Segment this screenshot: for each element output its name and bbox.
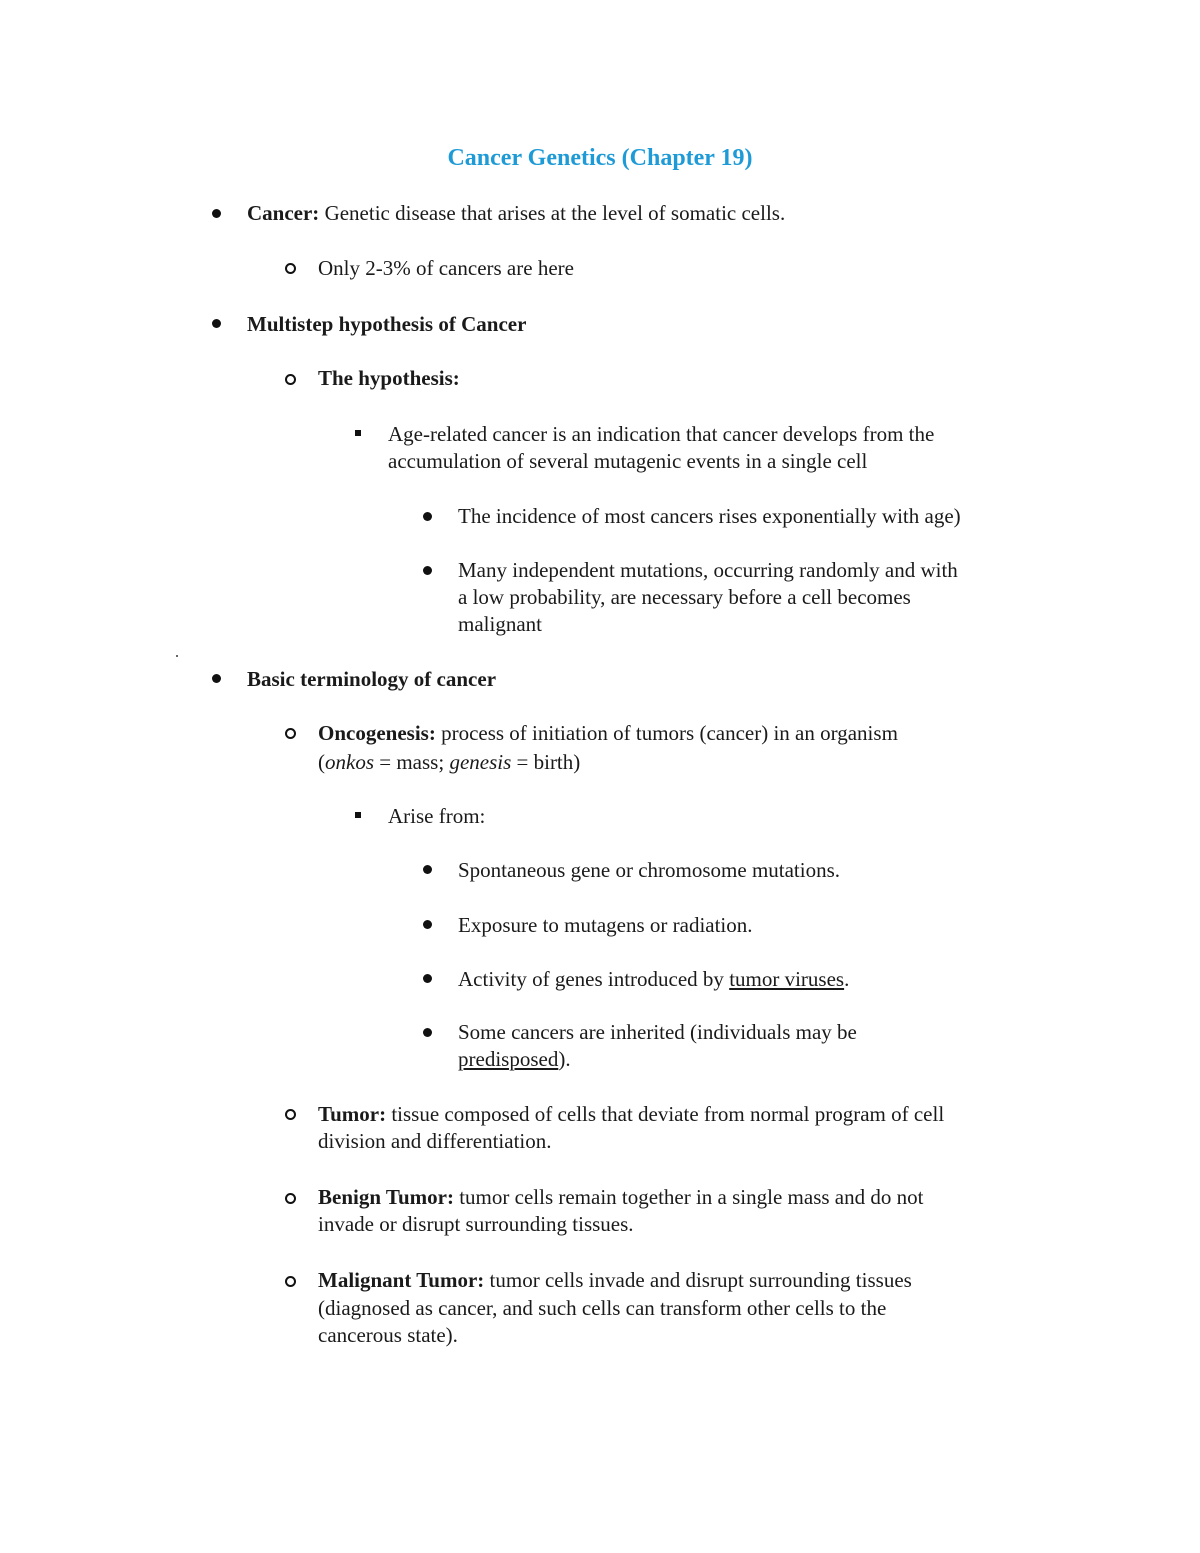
cause-2: Exposure to mutagens or radiation. <box>458 913 753 937</box>
term-tumor: Tumor: <box>318 1102 387 1126</box>
benign-def-line1: Benign Tumor: tumor cells remain together in a single mass and do not <box>318 1185 924 1209</box>
bullet-disc <box>423 512 432 521</box>
term-malignant-tumor: Malignant Tumor: <box>318 1268 485 1292</box>
bullet-disc <box>423 566 432 575</box>
bullet-square <box>355 812 361 818</box>
benign-def-line2: invade or disrupt surrounding tissues. <box>318 1212 634 1236</box>
arise-from-label: Arise from: <box>388 804 486 828</box>
term-oncogenesis: Oncogenesis: <box>318 721 436 745</box>
bullet-disc <box>423 920 432 929</box>
list-item-cancer-note: Only 2-3% of cancers are here <box>318 256 574 280</box>
bullet-disc <box>212 319 221 328</box>
bullet-circle <box>285 728 296 739</box>
malignant-def-line3: cancerous state). <box>318 1323 458 1347</box>
link-tumor-viruses[interactable]: tumor viruses <box>729 967 845 991</box>
term-benign-tumor: Benign Tumor: <box>318 1185 454 1209</box>
bullet-disc <box>423 1028 432 1037</box>
hypothesis-point-1: The incidence of most cancers rises exponentially with age) <box>458 504 961 528</box>
malignant-def-line2: (diagnosed as cancer, and such cells can transform other cells to the <box>318 1296 887 1320</box>
list-item-cancer <box>247 199 785 227</box>
bullet-disc <box>423 974 432 983</box>
label-hypothesis: The hypothesis: <box>318 366 460 390</box>
cause-3: Activity of genes introduced by tumor viruses. <box>458 967 850 991</box>
heading-multistep: Multistep hypothesis of Cancer <box>247 312 527 336</box>
heading-terminology: Basic terminology of cancer <box>247 667 497 691</box>
hypothesis-point-2-line3: malignant <box>458 612 542 636</box>
oncogenesis-line2: (onkos = mass; genesis = birth) <box>318 750 581 774</box>
malignant-def-line1: Malignant Tumor: tumor cells invade and disrupt surrounding tissues <box>318 1268 912 1292</box>
hypothesis-point-2-line2: a low probability, are necessary before a cell becomes <box>458 585 911 609</box>
hypothesis-statement-line1: Age-related cancer is an indication that cancer develops from the <box>388 422 935 446</box>
cause-1: Spontaneous gene or chromosome mutations. <box>458 858 841 882</box>
bullet-disc <box>212 209 221 218</box>
word-onkos: onkos <box>325 750 374 774</box>
stray-mark <box>176 655 178 657</box>
bullet-circle <box>285 1193 296 1204</box>
bullet-disc <box>423 865 432 874</box>
term-cancer: Cancer: <box>247 201 320 225</box>
bullet-circle <box>285 1109 296 1120</box>
cause-4-line1: Some cancers are inherited (individuals may be <box>458 1020 857 1044</box>
tumor-def-line1: Tumor: tissue composed of cells that deviate from normal program of cell <box>318 1102 945 1126</box>
oncogenesis-line1: Oncogenesis: process of initiation of tumors (cancer) in an organism <box>318 721 898 745</box>
link-predisposed[interactable]: predisposed <box>458 1047 559 1071</box>
bullet-circle <box>285 1276 296 1287</box>
bullet-disc <box>212 674 221 683</box>
tumor-def-line2: division and differentiation. <box>318 1129 552 1153</box>
bullet-circle <box>285 263 296 274</box>
word-genesis: genesis <box>449 750 512 774</box>
page-title: Cancer Genetics (Chapter 19) <box>447 145 753 171</box>
hypothesis-point-2-line1: Many independent mutations, occurring randomly and with <box>458 558 958 582</box>
hypothesis-statement-line2: accumulation of several mutagenic events in a single cell <box>388 449 868 473</box>
cause-4-line2: predisposed). <box>458 1047 571 1071</box>
bullet-circle <box>285 374 296 385</box>
definition-cancer: Genetic disease that arises at the level of somatic cells. <box>319 201 786 225</box>
bullet-square <box>355 430 361 436</box>
